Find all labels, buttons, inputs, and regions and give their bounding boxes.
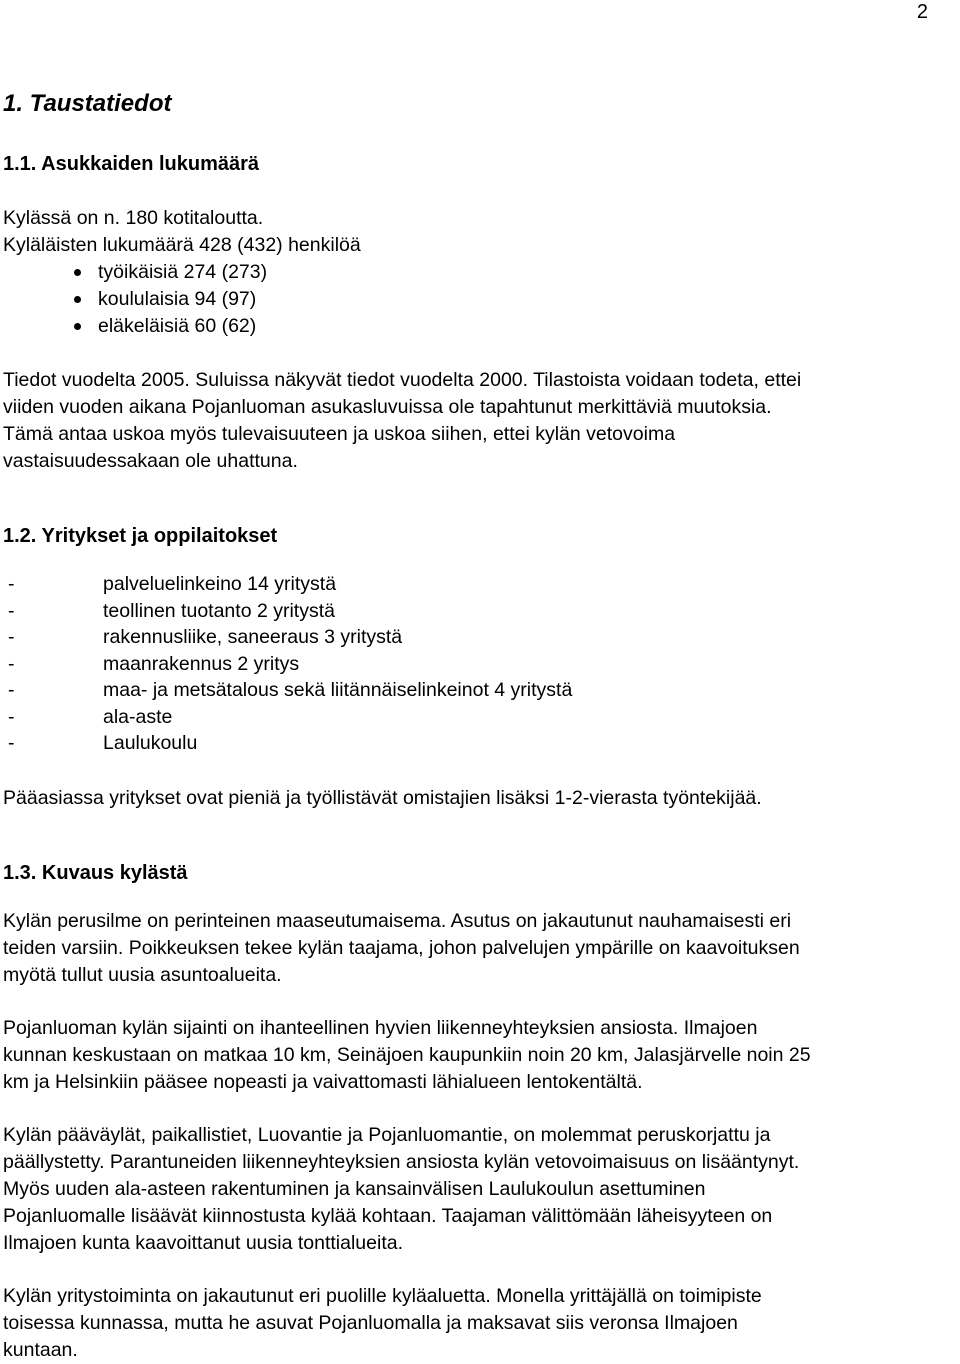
paragraph-line: Pojanluoman kylän sijainti on ihanteellinen hyvien liikenneyhteyksien ansiosta. Ilmajoen — [3, 1016, 758, 1039]
dash-marker: - — [8, 573, 15, 595]
dash-marker: - — [8, 652, 15, 675]
paragraph-line: kuntaan. — [3, 1338, 78, 1361]
list-item — [3, 704, 958, 731]
village-paragraph-1 — [3, 908, 958, 989]
list-item — [3, 598, 958, 625]
dash-marker: - — [8, 732, 15, 754]
list-item-text: maanrakennus 2 yritys — [103, 652, 300, 675]
paragraph-line: Kylän perusilme on perinteinen maaseutumaisema. Asutus on jakautunut nauhamaisesti eri — [3, 909, 792, 932]
paragraph-line: Pojanluomalle lisäävät kiinnostusta kylää kohtaan. Taajaman välittömään läheisyyteen on — [3, 1204, 773, 1227]
age-group-list — [3, 259, 958, 340]
subsection-heading-kuvaus-kylasta: 1.3. Kuvaus kylästä — [3, 861, 188, 884]
paragraph-line: Tiedot vuodelta 2005. Suluissa näkyvät tiedot vuodelta 2000. Tilastoista voidaan todeta, ettei — [3, 369, 802, 391]
business-list — [3, 571, 958, 757]
subsection-heading-asukkaiden-lukumaara: 1.1. Asukkaiden lukumäärä — [3, 153, 260, 175]
paragraph-line: teiden varsiin. Poikkeuksen tekee kylän taajama, johon palvelujen ympärille on kaavoituksen — [3, 936, 800, 959]
paragraph-line: km ja Helsinkiin pääsee nopeasti ja vaivattomasti lähialueen lentokentältä. — [3, 1070, 643, 1093]
list-item — [3, 313, 958, 340]
list-item-text: palveluelinkeino 14 yritystä — [103, 573, 337, 595]
paragraph-line: Tämä antaa uskoa myös tulevaisuuteen ja uskoa siihen, ettei kylän vetovoima — [3, 423, 676, 445]
list-item-text: maa- ja metsätalous sekä liitännäiselinkeinot 4 yritystä — [103, 679, 573, 701]
bullet-icon — [74, 296, 81, 303]
paragraph-line: Myös uuden ala-asteen rakentuminen ja kansainvälisen Laulukoulun asettuminen — [3, 1177, 706, 1200]
paragraph-line: Kylän yritystoiminta on jakautunut eri puolille kyläaluetta. Monella yrittäjällä on toimipiste — [3, 1284, 762, 1307]
page-content — [3, 88, 958, 1364]
dash-marker: - — [8, 705, 15, 728]
bullet-icon — [74, 269, 81, 276]
list-item — [3, 286, 958, 313]
dash-marker: - — [8, 626, 15, 648]
paragraph-line: vastaisuudessakaan ole uhattuna. — [3, 450, 298, 472]
page-number: 2 — [916, 1, 928, 23]
paragraph-line: viiden vuoden aikana Pojanluoman asukasluvuissa ole tapahtunut merkittäviä muutoksia. — [3, 396, 772, 418]
village-paragraph-4 — [3, 1283, 958, 1364]
population-paragraph — [3, 367, 958, 475]
village-paragraph-3 — [3, 1122, 958, 1257]
bullet-icon — [74, 323, 81, 330]
list-item-text: työikäisiä 274 (273) — [98, 261, 268, 283]
paragraph-line: päällystetty. Parantuneiden liikenneyhteyksien ansiosta kylän vetovoimaisuus on lisääntynyt. — [3, 1150, 800, 1173]
list-item-text: eläkeläisiä 60 (62) — [98, 315, 257, 337]
village-paragraph-2 — [3, 1015, 958, 1096]
list-item — [3, 677, 958, 704]
paragraph-line: myötä tullut uusia asuntoalueita. — [3, 963, 282, 986]
list-item — [3, 259, 958, 286]
paragraph-line: kunnan keskustaan on matkaa 10 km, Seinäjoen kaupunkiin noin 20 km, Jalasjärvelle noin 25 — [3, 1043, 811, 1066]
list-item-text: ala-aste — [103, 705, 173, 728]
business-summary: Pääasiassa yritykset ovat pieniä ja työllistävät omistajien lisäksi 1-2-vierasta työntekijää. — [3, 786, 762, 809]
list-item-text: koululaisia 94 (97) — [98, 288, 257, 310]
list-item — [3, 651, 958, 678]
list-item-text: rakennusliike, saneeraus 3 yritystä — [103, 626, 403, 648]
list-item — [3, 730, 958, 757]
dash-marker: - — [8, 679, 15, 701]
dash-marker: - — [8, 599, 15, 622]
residents-line: Kyläläisten lukumäärä 428 (432) henkilöä — [3, 234, 361, 256]
households-line: Kylässä on n. 180 kotitaloutta. — [3, 207, 264, 229]
section-heading-taustatiedot: 1. Taustatiedot — [3, 90, 172, 117]
list-item-text: Laulukoulu — [103, 732, 198, 754]
subsection-heading-yritykset: 1.2. Yritykset ja oppilaitokset — [3, 525, 278, 547]
paragraph-line: toisessa kunnassa, mutta he asuvat Pojanluomalla ja maksavat siis veronsa Ilmajoen — [3, 1311, 738, 1334]
list-item — [3, 624, 958, 651]
list-item — [3, 571, 958, 598]
paragraph-line: Ilmajoen kunta kaavoittanut uusia tonttialueita. — [3, 1231, 404, 1254]
list-item-text: teollinen tuotanto 2 yritystä — [103, 599, 335, 622]
paragraph-line: Kylän pääväylät, paikallistiet, Luovantie ja Pojanluomantie, on molemmat peruskorjattu ja — [3, 1123, 771, 1146]
